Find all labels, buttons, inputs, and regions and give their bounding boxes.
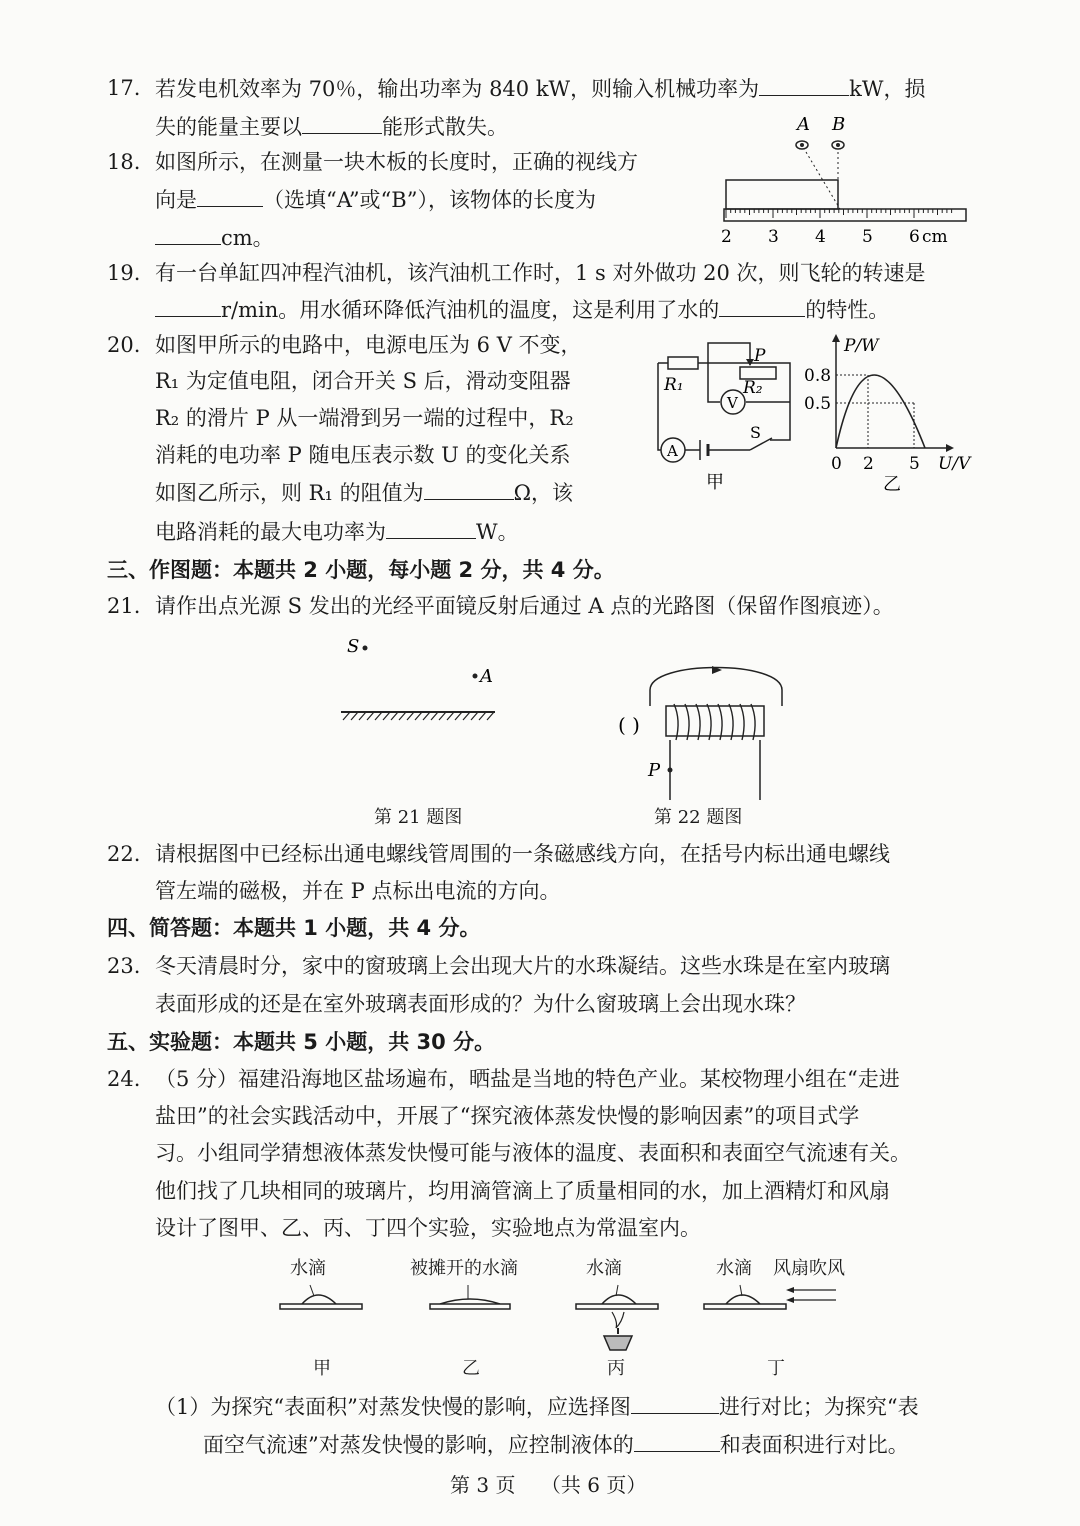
q24-sub2-text-a: 面空气流速”对蒸发快慢的影响，应控制液体的 (203, 1433, 634, 1457)
q19-number: 19. (107, 261, 141, 285)
point-p-label: P (648, 760, 661, 781)
q19-blank-2[interactable] (719, 294, 805, 317)
graph-xlabel: U/V (938, 454, 971, 474)
flame-icon (612, 1312, 624, 1328)
section-3-heading: 三、作图题：本题共 2 小题，每小题 2 分，共 4 分。 (107, 558, 615, 582)
point-a (473, 674, 478, 679)
label-a: A (797, 114, 810, 135)
q22-number: 22. (107, 842, 141, 866)
hatch-mark (487, 712, 494, 720)
q18-blank-2[interactable] (155, 222, 221, 245)
q18-line2 (155, 184, 596, 215)
experiment-ding (704, 1285, 836, 1309)
experiment-yi (430, 1285, 510, 1309)
q20-line3: R₂ 的滑片 P 从一端滑到另一端的过程中，R₂ (155, 406, 574, 430)
experiment-bing (576, 1285, 658, 1350)
tick-label-4: 4 (815, 227, 826, 247)
fig-bing-label: 水滴 (586, 1258, 622, 1279)
q18-text-a: 向是 (155, 188, 197, 212)
q24-sub2-text-b: 和表面积进行对比。 (719, 1433, 909, 1457)
coil-turn (707, 704, 711, 740)
tick-label-2: 2 (721, 227, 732, 247)
wood-board (726, 180, 838, 209)
label-v: V (727, 394, 738, 412)
point-s-label: S (347, 636, 360, 657)
hatch-mark (343, 712, 350, 720)
hatch-mark (415, 712, 422, 720)
q20-text-d: W。 (476, 520, 519, 544)
page-number: 第 3 页 (450, 1473, 516, 1497)
coil-turn (685, 704, 689, 740)
q17-text-a: 若发电机效率为 70％，输出功率为 840 kW，则输入机械功率为 (155, 77, 760, 101)
q20-text-b: Ω，该 (513, 481, 574, 505)
hatch-mark (479, 712, 486, 720)
q24-blank-2[interactable] (634, 1429, 720, 1452)
q17-blank-1[interactable] (759, 73, 849, 96)
fig-ding-caption: 丁 (767, 1358, 785, 1379)
ruler-figure (720, 112, 970, 247)
q22-line2: 管左端的磁极，并在 P 点标出电流的方向。 (155, 879, 561, 903)
power-curve (836, 375, 925, 448)
coil-turn (674, 704, 678, 740)
ruler-unit: cm (922, 227, 948, 247)
q24-sub2 (203, 1429, 909, 1460)
resistor-r1 (668, 357, 698, 369)
page-total: （共 6 页） (540, 1473, 647, 1497)
experiment-jia (280, 1285, 362, 1309)
fig-bing-caption: 丙 (607, 1358, 625, 1379)
q19-blank-1[interactable] (155, 294, 221, 317)
circuit-diagram (650, 340, 800, 500)
hatch-mark (447, 712, 454, 720)
y-tick-05: 0.5 (804, 394, 832, 414)
q23-line1: 冬天清晨时分，家中的窗玻璃上会出现大片的水珠凝结。这些水珠是在室内玻璃 (155, 954, 890, 978)
coil-turns (674, 704, 755, 740)
y-tick-08: 0.8 (804, 366, 832, 386)
point-p[interactable] (668, 768, 673, 773)
hatch-mark (463, 712, 470, 720)
label-b: B (832, 114, 846, 135)
hatch-mark (439, 712, 446, 720)
section-4-heading: 四、简答题：本题共 1 小题，共 4 分。 (107, 916, 481, 940)
q17-blank-2[interactable] (302, 111, 382, 134)
q20-line6 (155, 516, 519, 547)
label-r1: R₁ (664, 375, 684, 395)
q20-text-c: 电路消耗的最大电功率为 (155, 520, 386, 544)
coil-turn (718, 704, 722, 740)
q18-line3 (155, 222, 274, 253)
q21-number: 21. (107, 594, 141, 618)
x-tick-2: 2 (863, 454, 874, 474)
q24-sub1 (155, 1391, 919, 1422)
q18-text-b: （选填“A”或“B”），该物体的长度为 (263, 188, 596, 212)
hatch-mark (407, 712, 414, 720)
hatch-mark (359, 712, 366, 720)
tick-label-6: 6 (909, 227, 920, 247)
q18-text-c: cm。 (221, 226, 274, 250)
q17-line1 (155, 73, 925, 104)
fig-jia-label: 水滴 (290, 1258, 326, 1279)
hatch-mark (431, 712, 438, 720)
q19-text-c: 的特性。 (805, 298, 890, 322)
coil-turn (696, 704, 700, 740)
fig-jia-caption: 甲 (313, 1358, 331, 1379)
hatch-mark (375, 712, 382, 720)
graph-caption: 乙 (883, 474, 901, 495)
q18-blank-1[interactable] (197, 184, 263, 207)
q19-text-b: r/min。用水循环降低汽油机的温度，这是利用了水的 (221, 298, 720, 322)
q21-text: 请作出点光源 S 发出的光经平面镜反射后通过 A 点的光路图（保留作图痕迹）。 (155, 594, 894, 618)
q22-caption: 第 22 题图 (654, 807, 743, 828)
eye-a-icon (796, 141, 808, 149)
page-footer (450, 1470, 646, 1500)
hatch-mark (455, 712, 462, 720)
point-s (363, 646, 368, 651)
mirror-figure (335, 630, 505, 730)
hatch-mark (351, 712, 358, 720)
q24-line1: （5 分）福建沿海地区盐场遍布，晒盐是当地的特色产业。某校物理小组在“走进 (155, 1067, 900, 1091)
q20-line4: 消耗的电功率 P 随电压表示数 U 的变化关系 (155, 443, 571, 467)
q24-sub1-text-a: （1）为探究“表面积”对蒸发快慢的影响，应选择图 (155, 1395, 631, 1419)
label-r2: R₂ (743, 378, 763, 398)
eye-b-icon (832, 141, 844, 149)
q22-line1: 请根据图中已经标出通电螺线管周围的一条磁感线方向，在括号内标出通电螺线 (155, 842, 890, 866)
coil-turn (751, 704, 755, 740)
pole-bracket[interactable]: ( ) (618, 713, 640, 737)
label-p: P (754, 346, 766, 366)
q17-text-d: 能形式散失。 (382, 115, 508, 139)
hatch-mark (383, 712, 390, 720)
q24-line4: 他们找了几块相同的玻璃片，均用滴管滴上了质量相同的水，加上酒精灯和风扇 (155, 1179, 890, 1203)
fig-yi-caption: 乙 (462, 1358, 480, 1379)
q20-blank-1[interactable] (424, 477, 514, 500)
label-s: S (750, 423, 761, 442)
q20-number: 20. (107, 333, 141, 357)
q19-line2 (155, 294, 889, 325)
coil-turn (729, 704, 733, 740)
fig-yi-label: 被摊开的水滴 (410, 1258, 518, 1279)
fig-ding-wind-label: 风扇吹风 (773, 1258, 845, 1279)
alcohol-lamp-icon (604, 1336, 632, 1350)
hatch-mark (367, 712, 374, 720)
q24-number: 24. (107, 1067, 141, 1091)
x-tick-5: 5 (909, 454, 920, 474)
ruler-ticks (726, 209, 952, 218)
power-voltage-graph (800, 330, 975, 495)
q20-line1: 如图甲所示的电路中，电源电压为 6 V 不变， (155, 333, 582, 357)
solenoid-figure (610, 660, 800, 790)
hatch-mark (391, 712, 398, 720)
q24-line2: 盐田”的社会实践活动中，开展了“探究液体蒸发快慢的影响因素”的项目式学 (155, 1104, 860, 1128)
q17-line2 (155, 111, 508, 142)
fig-ding-label: 水滴 (716, 1258, 752, 1279)
graph-ylabel: P/W (844, 336, 879, 356)
tick-label-3: 3 (768, 227, 779, 247)
q17-number: 17. (107, 76, 141, 100)
q20-text-a: 如图乙所示，则 R₁ 的阻值为 (155, 481, 424, 505)
hatch-mark (471, 712, 478, 720)
q20-line2: R₁ 为定值电阻，闭合开关 S 后，滑动变阻器 (155, 369, 571, 393)
q24-blank-1[interactable] (631, 1391, 719, 1414)
evaporation-figures (270, 1270, 830, 1360)
q17-text-c: 失的能量主要以 (155, 115, 302, 139)
q24-sub1-text-b: 进行对比；为探究“表 (718, 1395, 919, 1419)
tick-label-5: 5 (862, 227, 873, 247)
q19-line1: 有一台单缸四冲程汽油机，该汽油机工作时，1 s 对外做功 20 次，则飞轮的转速是 (155, 261, 926, 285)
mirror-hatching (343, 712, 494, 720)
circuit-caption: 甲 (706, 472, 724, 493)
section-5-heading: 五、实验题：本题共 5 小题，共 30 分。 (107, 1030, 496, 1054)
q18-line1: 如图所示，在测量一块木板的长度时，正确的视线方 (155, 150, 638, 174)
label-ammeter: A (667, 442, 678, 460)
q20-line5 (155, 477, 573, 508)
q20-blank-2[interactable] (386, 516, 476, 539)
q23-line2: 表面形成的还是在室外玻璃表面形成的？为什么窗玻璃上会出现水珠？ (155, 992, 806, 1016)
coil-turn (740, 704, 744, 740)
q24-line5: 设计了图甲、乙、丙、丁四个实验，实验地点为常温室内。 (155, 1216, 701, 1240)
q21-caption: 第 21 题图 (374, 807, 463, 828)
hatch-mark (399, 712, 406, 720)
graph-origin: 0 (831, 454, 842, 474)
q23-number: 23. (107, 954, 141, 978)
point-a-label: A (480, 666, 493, 687)
hatch-mark (423, 712, 430, 720)
solenoid-core (666, 706, 764, 736)
q18-number: 18. (107, 150, 141, 174)
ruler (724, 209, 966, 221)
q24-line3: 习。小组同学猜想液体蒸发快慢可能与液体的温度、表面积和表面空气流速有关。 (155, 1141, 911, 1165)
q17-text-b: kW，损 (849, 77, 926, 101)
